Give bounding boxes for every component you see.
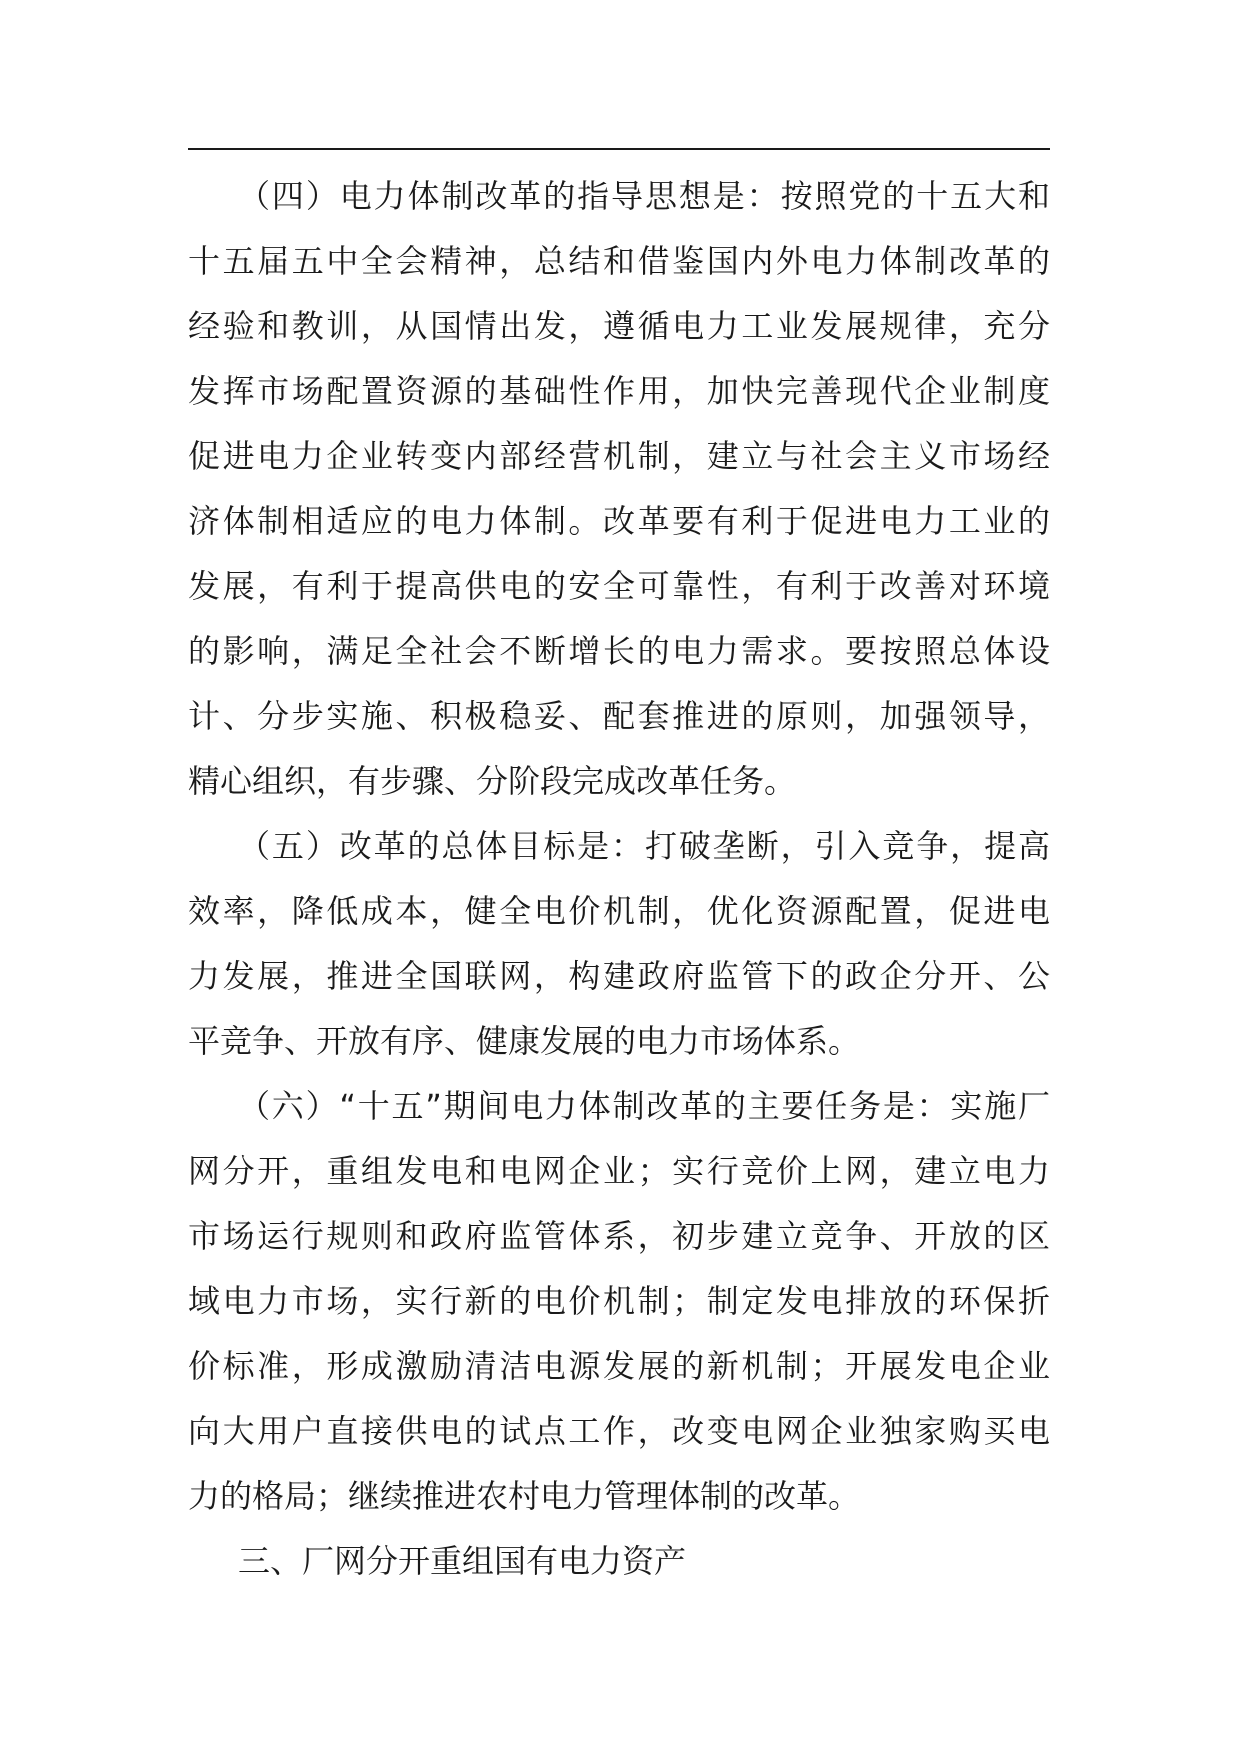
- paragraph-line: 市场运行规则和政府监管体系，初步建立竞争、开放的区: [188, 1217, 1050, 1255]
- paragraph-line: 域电力市场，实行新的电价机制；制定发电排放的环保折: [188, 1282, 1050, 1320]
- paragraph-line: 价标准，形成激励清洁电源发展的新机制；开展发电企业: [188, 1347, 1050, 1385]
- paragraph-line: 发展，有利于提高供电的安全可靠性，有利于改善对环境: [188, 567, 1050, 605]
- paragraph-line: 促进电力企业转变内部经营机制，建立与社会主义市场经: [188, 437, 1050, 475]
- paragraph-line: 的影响，满足全社会不断增长的电力需求。要按照总体设: [188, 632, 1050, 670]
- paragraph-line: 效率，降低成本，健全电价机制，优化资源配置，促进电: [188, 892, 1050, 930]
- paragraph-line: 发挥市场配置资源的基础性作用，加快完善现代企业制度: [188, 372, 1050, 410]
- paragraph-line: （五）改革的总体目标是：打破垄断，引入竞争，提高: [238, 827, 1050, 865]
- paragraph-line: 网分开，重组发电和电网企业；实行竞价上网，建立电力: [188, 1152, 1050, 1190]
- paragraph-line: 精心组织，有步骤、分阶段完成改革任务。: [188, 762, 797, 800]
- paragraph-line: 力的格局；继续推进农村电力管理体制的改革。: [188, 1477, 861, 1515]
- paragraph-line: 向大用户直接供电的试点工作，改变电网企业独家购买电: [188, 1412, 1050, 1450]
- paragraph-line: 经验和教训，从国情出发，遵循电力工业发展规律，充分: [188, 307, 1050, 345]
- paragraph-guiding-ideology: [188, 164, 1050, 814]
- paragraph-line: 十五届五中全会精神，总结和借鉴国内外电力体制改革的: [188, 242, 1050, 280]
- paragraph-line: 平竞争、开放有序、健康发展的电力市场体系。: [188, 1022, 861, 1060]
- paragraph-line: 计、分步实施、积极稳妥、配套推进的原则，加强领导，: [188, 697, 1050, 735]
- paragraph-line: 济体制相适应的电力体制。改革要有利于促进电力工业的: [188, 502, 1050, 540]
- paragraph-main-tasks: [188, 1074, 1050, 1529]
- paragraph-line: 力发展，推进全国联网，构建政府监管下的政企分开、公: [188, 957, 1050, 995]
- document-body: [188, 164, 1050, 1594]
- header-rule: [188, 148, 1050, 150]
- paragraph-overall-goal: [188, 814, 1050, 1074]
- paragraph-line: （四）电力体制改革的指导思想是：按照党的十五大和: [238, 177, 1050, 215]
- section-heading: 三、厂网分开重组国有电力资产: [238, 1542, 687, 1580]
- paragraph-line: （六）“十五”期间电力体制改革的主要任务是：实施厂: [238, 1087, 1050, 1125]
